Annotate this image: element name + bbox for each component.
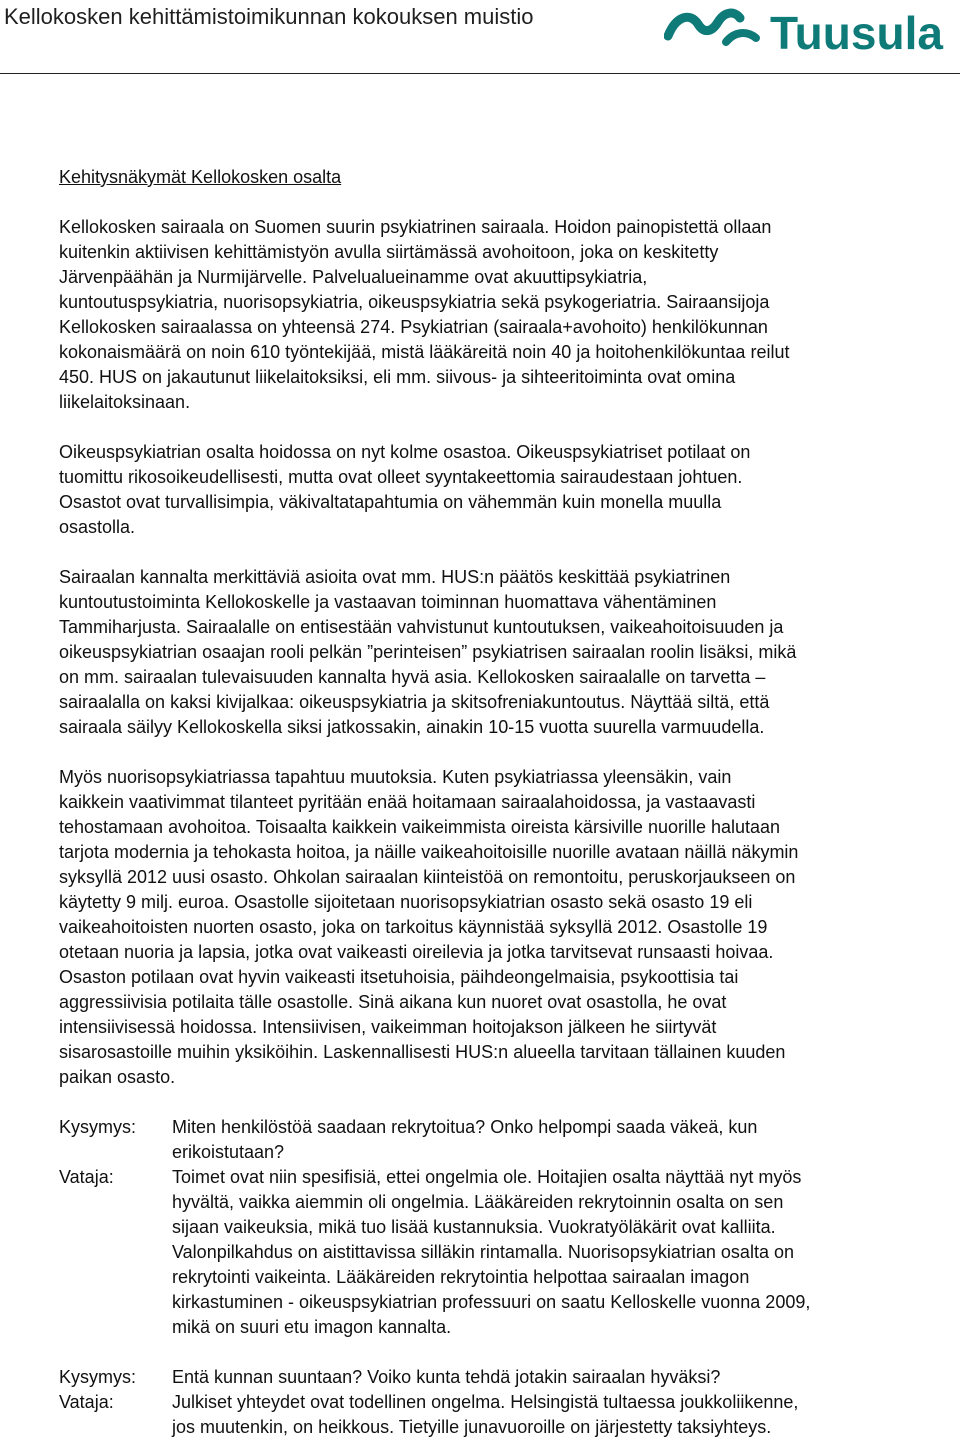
qa-answer bbox=[59, 1390, 956, 1440]
text-line: Oikeuspsykiatrian osalta hoidossa on nyt kolme osastoa. Oikeuspsykiatriset potilaat on bbox=[59, 442, 751, 462]
text-line: Sairaalan kannalta merkittäviä asioita ovat mm. HUS:n päätös keskittää psykiatrinen bbox=[59, 567, 731, 587]
text-line: Toimet ovat niin spesifisiä, ettei ongelmia ole. Hoitajien osalta näyttää nyt myös bbox=[172, 1167, 802, 1187]
text-line: Järvenpäähän ja Nurmijärvelle. Palvelualueinamme ovat akuuttipsykiatria, bbox=[59, 267, 648, 287]
text-line: Julkiset yhteydet ovat todellinen ongelma. Helsingistä tultaessa joukkoliikenne, bbox=[172, 1392, 799, 1412]
qa-text bbox=[172, 1115, 956, 1165]
text-line: vaikeahoitoisten nuorten osasto, joka on tarkoitus käynnistää syksyllä 2012. Osastolle 19 bbox=[59, 917, 768, 937]
text-line: kirkastuminen - oikeuspsykiatrian professuuri on saatu Kelloskelle vuonna 2009, bbox=[172, 1292, 811, 1312]
text-line: kuitenkin aktiivisen kehittämistyön avulla siirtämässä avohoitoon, joka on keskitetty bbox=[59, 242, 719, 262]
text-line: syksyllä 2012 uusi osasto. Ohkolan sairaalan kiinteistöä on remontoitu, peruskorjaukseen on bbox=[59, 867, 796, 887]
text-line: sairaala säilyy Kellokoskella siksi jatkossakin, ainakin 10-15 vuotta suurella varmuudella. bbox=[59, 717, 765, 737]
text-line: otetaan nuoria ja lapsia, jotka ovat vaikeasti oireilevia ja jotka tarvitsevat runsaasti hoivaa. bbox=[59, 942, 774, 962]
paragraph-intro bbox=[59, 215, 956, 415]
text-line: kaikkein vaativimmat tilanteet pyritään enää hoitamaan sairaalahoidossa, ja vastaavasti bbox=[59, 792, 756, 812]
text-line: kuntoutustoiminta Kellokoskelle ja vastaavan toiminnan huomattava vähentäminen bbox=[59, 592, 717, 612]
text-line: on mm. sairaalan tulevaisuuden kannalta hyvä asia. Kellokosken sairaalalle on tarvetta – bbox=[59, 667, 766, 687]
qa-label: Kysymys: bbox=[59, 1117, 137, 1137]
qa-spacer bbox=[59, 1340, 956, 1365]
text-line: tuomittu rikosoikeudellisesti, mutta ovat olleet syyntakeettomia sairaudestaan johtuen. bbox=[59, 467, 743, 487]
text-line: rekrytointi vaikeinta. Lääkäreiden rekrytointia helpottaa sairaalan imagon bbox=[172, 1267, 750, 1287]
qa-text bbox=[172, 1390, 956, 1440]
qa-label: Vataja: bbox=[59, 1167, 114, 1187]
text-line: Miten henkilöstöä saadaan rekrytoitua? Onko helpompi saada väkeä, kun bbox=[172, 1117, 758, 1137]
document-header-title: Kellokosken kehittämistoimikunnan kokouksen muistio bbox=[4, 4, 534, 29]
tuusula-logo bbox=[664, 2, 956, 60]
text-line: kokonaismäärä on noin 610 työntekijää, mistä lääkäreitä noin 40 ja hoitohenkilökuntaa reilut bbox=[59, 342, 790, 362]
text-line: 450. HUS on jakautunut liikelaitoksiksi, eli mm. siivous- ja sihteeritoiminta ovat omina bbox=[59, 367, 736, 387]
text-line: käytetty 9 milj. euroa. Osastolle sijoitetaan nuorisopsykiatrian osasto sekä osasto 19 eli bbox=[59, 892, 753, 912]
document-body bbox=[59, 165, 956, 1440]
section-heading: Kehitysnäkymät Kellokosken osalta bbox=[59, 167, 342, 187]
text-line: hyvältä, vaikka aiemmin oli ongelmia. Lääkäreiden rekrytoinnin osalta on sen bbox=[172, 1192, 784, 1212]
logo-wordmark: Tuusula bbox=[770, 7, 943, 59]
text-line: Kellokosken sairaalassa on yhteensä 274. Psykiatrian (sairaala+avohoito) henkilökunnan bbox=[59, 317, 768, 337]
text-line: Entä kunnan suuntaan? Voiko kunta tehdä jotakin sairaalan hyväksi? bbox=[172, 1367, 721, 1387]
text-line: mikä on suuri etu imagon kannalta. bbox=[172, 1317, 452, 1337]
qa-label: Vataja: bbox=[59, 1392, 114, 1412]
paragraph-forensic bbox=[59, 440, 956, 540]
text-line: tehostamaan avohoitoa. Toisaalta kaikkein vaikeimmista oireista kärsiville nuorille halutaan bbox=[59, 817, 781, 837]
text-line: Kellokosken sairaala on Suomen suurin psykiatrinen sairaala. Hoidon painopistettä ollaan bbox=[59, 217, 772, 237]
text-line: Osaston potilaan ovat hyvin vaikeasti itsetuhoisia, päihdeongelmaisia, psykoottisia tai bbox=[59, 967, 739, 987]
text-line: kuntoutuspsykiatria, nuorisopsykiatria, oikeuspsykiatria sekä psykogeriatria. Sairaansijoja bbox=[59, 292, 770, 312]
text-line: jos muutenkin, on heikkous. Tietyille junavuoroille on järjestetty taksiyhteys. bbox=[172, 1417, 772, 1437]
text-line: osastolla. bbox=[59, 517, 136, 537]
text-line: paikan osasto. bbox=[59, 1067, 176, 1087]
text-line: intensiivisessä hoidossa. Intensiivisen, vaikeimman hoitojakson jälkeen he siirtyvät bbox=[59, 1017, 717, 1037]
text-line: erikoistutaan? bbox=[172, 1142, 285, 1162]
text-line: Valonpilkahdus on aistittavissa silläkin rintamalla. Nuorisopsykiatrian osalta on bbox=[172, 1242, 794, 1262]
header-divider bbox=[0, 73, 960, 74]
text-line: sairaalalla on kaksi kivijalkaa: oikeuspsykiatria ja skitsofreniakuntoutus. Näyttää siltä, että bbox=[59, 692, 770, 712]
text-line: Osastot ovat turvallisimpia, väkivaltatapahtumia on vähemmän kuin monella muulla bbox=[59, 492, 722, 512]
qa-label: Kysymys: bbox=[59, 1367, 137, 1387]
text-line: aggressiivisia potilaita tälle osastolle. Sinä aikana kun nuoret ovat osastolla, he ovat bbox=[59, 992, 727, 1012]
text-line: oikeuspsykiatrian osaajan rooli pelkän ”perinteisen” psykiatrisen sairaalan roolin lisäksi, mikä bbox=[59, 642, 797, 662]
qa-question bbox=[59, 1115, 956, 1165]
qa-section bbox=[59, 1115, 956, 1440]
text-line: Tammiharjusta. Sairaalalle on entisestään vahvistunut kuntoutuksen, vaikeahoitoisuuden ja bbox=[59, 617, 784, 637]
text-line: sijaan vaikeuksia, mikä tuo lisää kustannuksia. Vuokratyöläkärit ovat kalliita. bbox=[172, 1217, 776, 1237]
paragraph-significant bbox=[59, 565, 956, 740]
qa-text bbox=[172, 1365, 956, 1390]
qa-text bbox=[172, 1165, 956, 1340]
text-line: Myös nuorisopsykiatriassa tapahtuu muutoksia. Kuten psykiatriassa yleensäkin, vain bbox=[59, 767, 732, 787]
text-line: sisarosastoille muihin yksiköihin. Laskennallisesti HUS:n alueella tarvitaan tällainen kuuden bbox=[59, 1042, 786, 1062]
qa-question bbox=[59, 1365, 956, 1390]
text-line: liikelaitoksinaan. bbox=[59, 392, 191, 412]
qa-answer bbox=[59, 1165, 956, 1340]
paragraph-youth bbox=[59, 765, 956, 1090]
text-line: tarjota modernia ja tehokasta hoitoa, ja näille vaikeahoitoisille nuorille avataan näillä näkymin bbox=[59, 842, 799, 862]
tuusula-logo-icon bbox=[664, 2, 770, 60]
